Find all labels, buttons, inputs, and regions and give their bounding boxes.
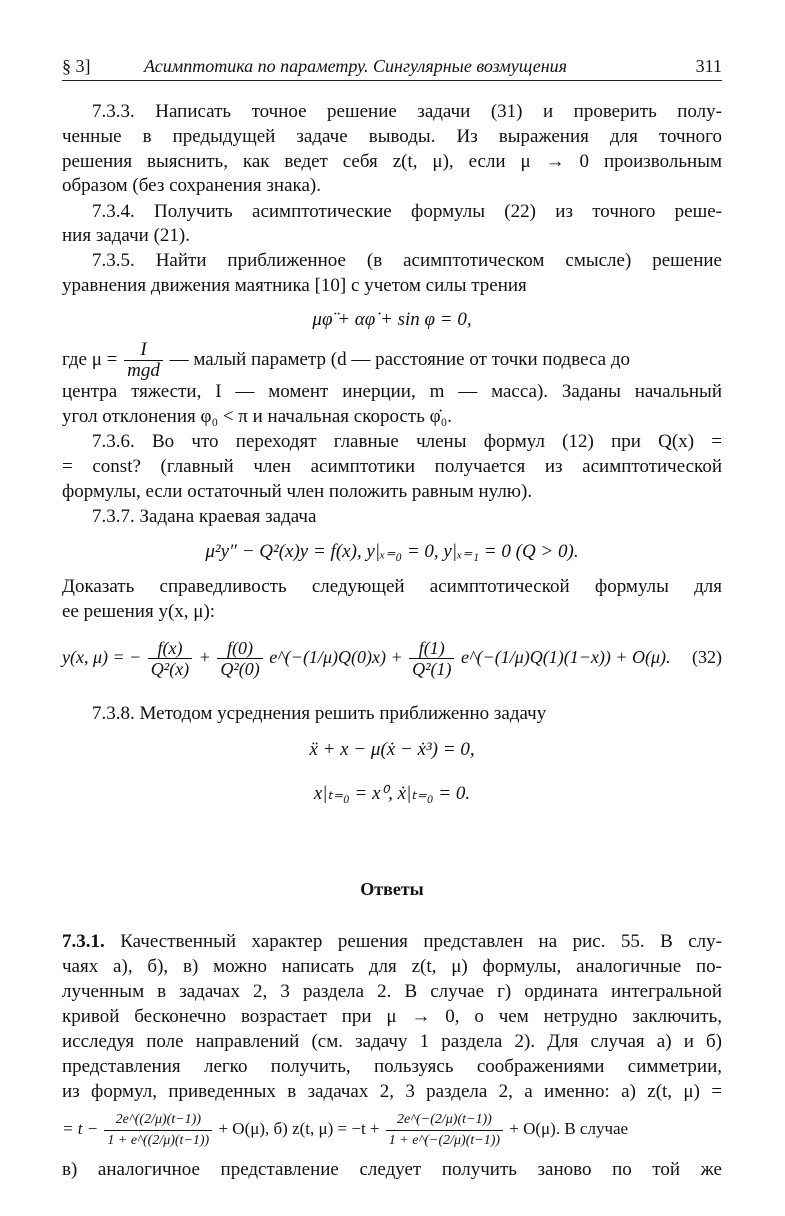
text-line: 7.3.8. Методом усреднения решить приближенно задачу [92,703,547,724]
text-line: 7.3.5. Найти приближенное (в асимптотическом смысле) решение [92,250,722,271]
fraction-numerator: f(0) [217,638,262,659]
equation-boundary-problem: μ²y″ − Q²(x)y = f(x), y|ₓ₌₀ = 0, y|ₓ₌₁ = 0 (Q > 0). [205,541,579,562]
equation-pendulum: μφ̈ + αφ̇ + sin φ = 0, [312,309,472,330]
answer-line [62,930,722,954]
equation-number: (32) [692,647,722,667]
fraction-numerator: 2e^((2/μ)(t−1)) [104,1110,212,1131]
fraction-b [386,1110,503,1151]
answer-line: кривой бесконечно возрастает при μ → 0, о чем нетрудно заключить, [62,1006,722,1027]
fraction-a [104,1110,212,1151]
eq-exp-term: e^(−(1/μ)Q(0)x) + [269,647,403,667]
fraction-denominator: Q²(1) [412,659,452,680]
fraction-denominator: 1 + e^(−(2/μ)(t−1)) [388,1132,501,1148]
fraction-denominator: Q²(0) [220,659,260,680]
fraction-denominator: 1 + e^((2/μ)(t−1)) [107,1132,210,1148]
text-line: ее решения y(x, μ): [62,601,216,622]
running-title: Асимптотика по параметру. Сингулярные возмущения [144,56,568,76]
answer-line: в) аналогичное представление следует получить заново по той же [62,1159,722,1180]
fraction-numerator: f(x) [148,638,192,659]
running-header [62,56,722,80]
text-line: Доказать справедливость следующей асимптотической формулы для [62,576,722,597]
text-line: образом (без сохранения знака). [62,175,321,196]
fraction-f1-q21 [409,638,454,679]
text-line: решения выяснить, как ведет себя z(t, μ), если μ → 0 произвольным [62,151,722,172]
fraction-denominator: mgd [127,360,160,382]
fraction-denominator: Q²(x) [150,659,190,680]
answer-line-fractions [62,1104,722,1154]
eq-exp-term: e^(−(1/μ)Q(1)(1−x)) + O(μ). [460,647,671,667]
equation-averaging: ẍ + x − μ(ẋ − ẋ³) = 0, [309,739,475,760]
text-span: — малый параметр (d — расстояние от точки подвеса до [169,349,630,370]
answer-line: лученным в задачах 2, 3 раздела 2. В случае г) ордината интегральной [62,981,722,1002]
section-mark: § 3] [62,56,91,76]
answer-number: 7.3.1. [62,931,105,952]
answer-line: исследуя поле направлений (см. задачу 1 раздела 2). Для случая а) и б) [62,1031,722,1052]
text-line: 7.3.3. Написать точное решение задачи (31) и проверить полу- [92,101,722,122]
text-line: центра тяжести, I — момент инерции, m — масса). Заданы начальный [62,381,722,402]
page-number: 311 [695,56,722,76]
text-line: формулы, если остаточный член положить равным нулю). [62,481,533,502]
text-line: ния задачи (21). [62,225,190,246]
text-span: Качественный характер решения представлен на рис. 55. В слу- [104,931,722,952]
equation-initial-conditions: x|ₜ₌₀ = x⁰, ẋ|ₜ₌₀ = 0. [313,783,471,804]
header-rule [62,80,722,81]
text-span: + O(μ). В случае [509,1119,629,1138]
text-line: уравнения движения маятника [10] с учетом силы трения [62,275,527,296]
text-line-fraction [62,338,722,382]
eq-plus: + [198,647,211,667]
eq-lhs: y(x, μ) = − [62,647,142,667]
text-line: 7.3.4. Получить асимптотические формулы (22) из точного реше- [92,201,722,222]
fraction-i-over-mgd [124,340,163,381]
text-span: = t − [62,1119,99,1138]
equation-32 [62,632,722,682]
text-span: где μ = [62,349,118,370]
answers-heading: Ответы [360,879,424,899]
fraction-numerator: I [124,340,163,361]
answer-line: из формул, приведенных в задачах 2, 3 раздела 2, а именно: а) z(t, μ) = [62,1081,722,1102]
answer-line: чаях а), б), в) можно написать для z(t, μ) формулы, аналогичные по- [62,956,722,977]
fraction-numerator: f(1) [409,638,454,659]
fraction-f0-q20 [217,638,262,679]
fraction-fx-q2x [148,638,192,679]
text-span: + O(μ), б) z(t, μ) = −t + [218,1119,380,1138]
answer-line: представления легко получить, пользуясь соображениями симметрии, [62,1056,722,1077]
text-line: угол отклонения φ₀ < π и начальная скорость φ̇₀. [62,406,452,427]
text-line: 7.3.7. Задана краевая задача [92,506,317,527]
text-line: = const? (главный член асимптотики получается из асимптотической [62,456,722,477]
text-line: 7.3.6. Во что переходят главные члены формул (12) при Q(x) = [92,431,722,452]
text-line: ченные в предыдущей задаче выводы. Из выражения для точного [62,126,722,147]
fraction-numerator: 2e^(−(2/μ)(t−1)) [386,1110,503,1131]
